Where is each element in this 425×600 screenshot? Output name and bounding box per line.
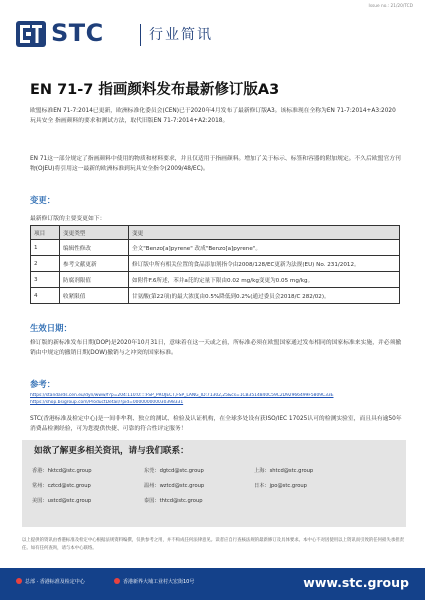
table-cell: 1 — [31, 240, 60, 256]
table-cell: 全文"Benzo[a]pyrene" 改成"Benzo[a]pyrene"。 — [129, 240, 400, 256]
about-stc-paragraph: STC(香港标准及检定中心)是一间非牟利、独立的测试、检验及认证机构，在全球多处设有获ISO/IEC 17025认可的检测实验室，而且具有逾50年消费品检测经验，可为您提供快捷、可靠的符合性评定服务！ — [30, 416, 402, 432]
stc-logo-icon — [16, 21, 46, 47]
table-cell: 2 — [31, 256, 60, 272]
column-header: 项目 — [31, 226, 60, 240]
contact-shanghai[interactable]: 上海：shtcd@stc.group — [254, 468, 314, 474]
table-row — [31, 272, 400, 288]
header-divider — [140, 24, 141, 46]
table-row — [31, 240, 400, 256]
footer-address-label: 香港新界大埔工业村大宏街10号 — [123, 579, 195, 585]
table-row — [31, 256, 400, 272]
article-title: EN 71-7 指画颜料发布最新修订版A3 — [30, 82, 280, 98]
disclaimer: 以上提供的资讯由香港标准及检定中心根据法规资料编撰，仅供参考之用，并不构成任何法律意见。读者应自行查核法规的最新修订及具体要求。本中心不对因使用以上资讯而引致的任何损失承担责任。如有任何查询，请与本中心联络。 — [22, 538, 404, 551]
section-title: 行业简讯 — [149, 27, 213, 43]
contact-japan[interactable]: 日本：jpo@stc.group — [254, 483, 307, 489]
table-cell: 如附件F.6所述，苯并a芘的定量下限由0.02 mg/kg变更为0.05 mg/kg。 — [129, 272, 400, 288]
contact-hongkong[interactable]: 香港：hktcd@stc.group — [32, 468, 92, 474]
footer-headquarters — [16, 578, 85, 585]
changes-heading: 变更： — [30, 195, 56, 205]
page-header — [16, 20, 416, 50]
table-cell: 收紧限值 — [60, 288, 129, 304]
contact-usa[interactable]: 美国：ustcd@stc.group — [32, 498, 92, 504]
table-cell: 4 — [31, 288, 60, 304]
contact-dongguan[interactable]: 东莞：dgtcd@stc.group — [144, 468, 204, 474]
contact-wenzhou[interactable]: 温州：wztcd@stc.group — [144, 483, 205, 489]
changes-table — [30, 225, 400, 304]
column-header: 变更类型 — [60, 226, 129, 240]
table-cell: 修订版中所有相关位置的食品添加剂指令由2008/128/EC更新为法规(EU) No. 231/2012。 — [129, 256, 400, 272]
intro-paragraph: 欧盟标准EN 71-7:2014已更新，欧洲标准化委员会(CEN)已于2020年4月发布了最新修订版A3。该标准现在全称为EN 71-7:2014+A3:2020 玩具安全 指画颜料的要求和测试方法，取代旧版EN 71-7:2014+A2:2018。 — [30, 108, 396, 124]
references-heading: 参考： — [30, 379, 56, 389]
table-cell: 甘氨酸(第22项)的最大浓度由0.5%降低到0.2%(通过委员会2018/C 282/02)。 — [129, 288, 400, 304]
table-cell: 参考文献更新 — [60, 256, 129, 272]
contact-box — [22, 440, 406, 527]
location-pin-icon — [114, 578, 120, 584]
table-cell: 编辑性修改 — [60, 240, 129, 256]
table-cell: 防腐剂限值 — [60, 272, 129, 288]
scope-paragraph: EN 71这一部分规定了指画颜料中使用的物质和材料要求，并且仅适用于指画颜料。增加了关于标示、标签和容器的附加规定。不久后欧盟官方刊物(OJEU)将引用这一最新的欧洲标准到玩具安全指令(2009/48/EC)。 — [30, 156, 401, 172]
changes-caption: 最新修订版的主要变更如下： — [30, 216, 106, 222]
footer-headquarters-label: 总部 · 香港标准及检定中心 — [25, 579, 85, 585]
reference-link-cen[interactable]: https://standards.cen.eu/dyn/www/f?p=204:110:0::::FSP_PROJECT,FSP_LANG_ID:71302,25&cs=1CB3514840C59C2D92966499F5809C33E — [30, 393, 334, 398]
table-header-row — [31, 226, 400, 240]
effective-date-heading: 生效日期： — [30, 323, 72, 333]
table-row — [31, 288, 400, 304]
column-header: 变更 — [129, 226, 400, 240]
page-footer — [0, 568, 425, 600]
contact-heading: 如欲了解更多相关资讯，请与我们联系： — [34, 446, 189, 456]
contact-changzhou[interactable]: 常州：cztcd@stc.group — [32, 483, 91, 489]
logo-text: STC — [51, 19, 104, 47]
reference-link-bsi[interactable]: https://shop.bsigroup.com/ProductDetail/?pid=000000000030398331 — [30, 400, 184, 405]
location-pin-icon — [16, 578, 22, 584]
contact-thailand[interactable]: 泰国：thtcd@stc.group — [144, 498, 203, 504]
table-cell: 3 — [31, 272, 60, 288]
footer-website-link[interactable]: www.stc.group — [303, 575, 409, 590]
issue-number: Issue no.: 21/20/TCD — [368, 4, 413, 9]
footer-address — [114, 578, 194, 585]
effective-date-paragraph: 修订版的新标准发布日期(DOP)是2020年10月31日，意味着在这一天或之前，所标准必须在欧盟国家通过发布相同的国家标准来实施，并必须撤销由中规定的撤销日期(DOW)撤销与之冲突的国家标准。 — [30, 340, 402, 356]
